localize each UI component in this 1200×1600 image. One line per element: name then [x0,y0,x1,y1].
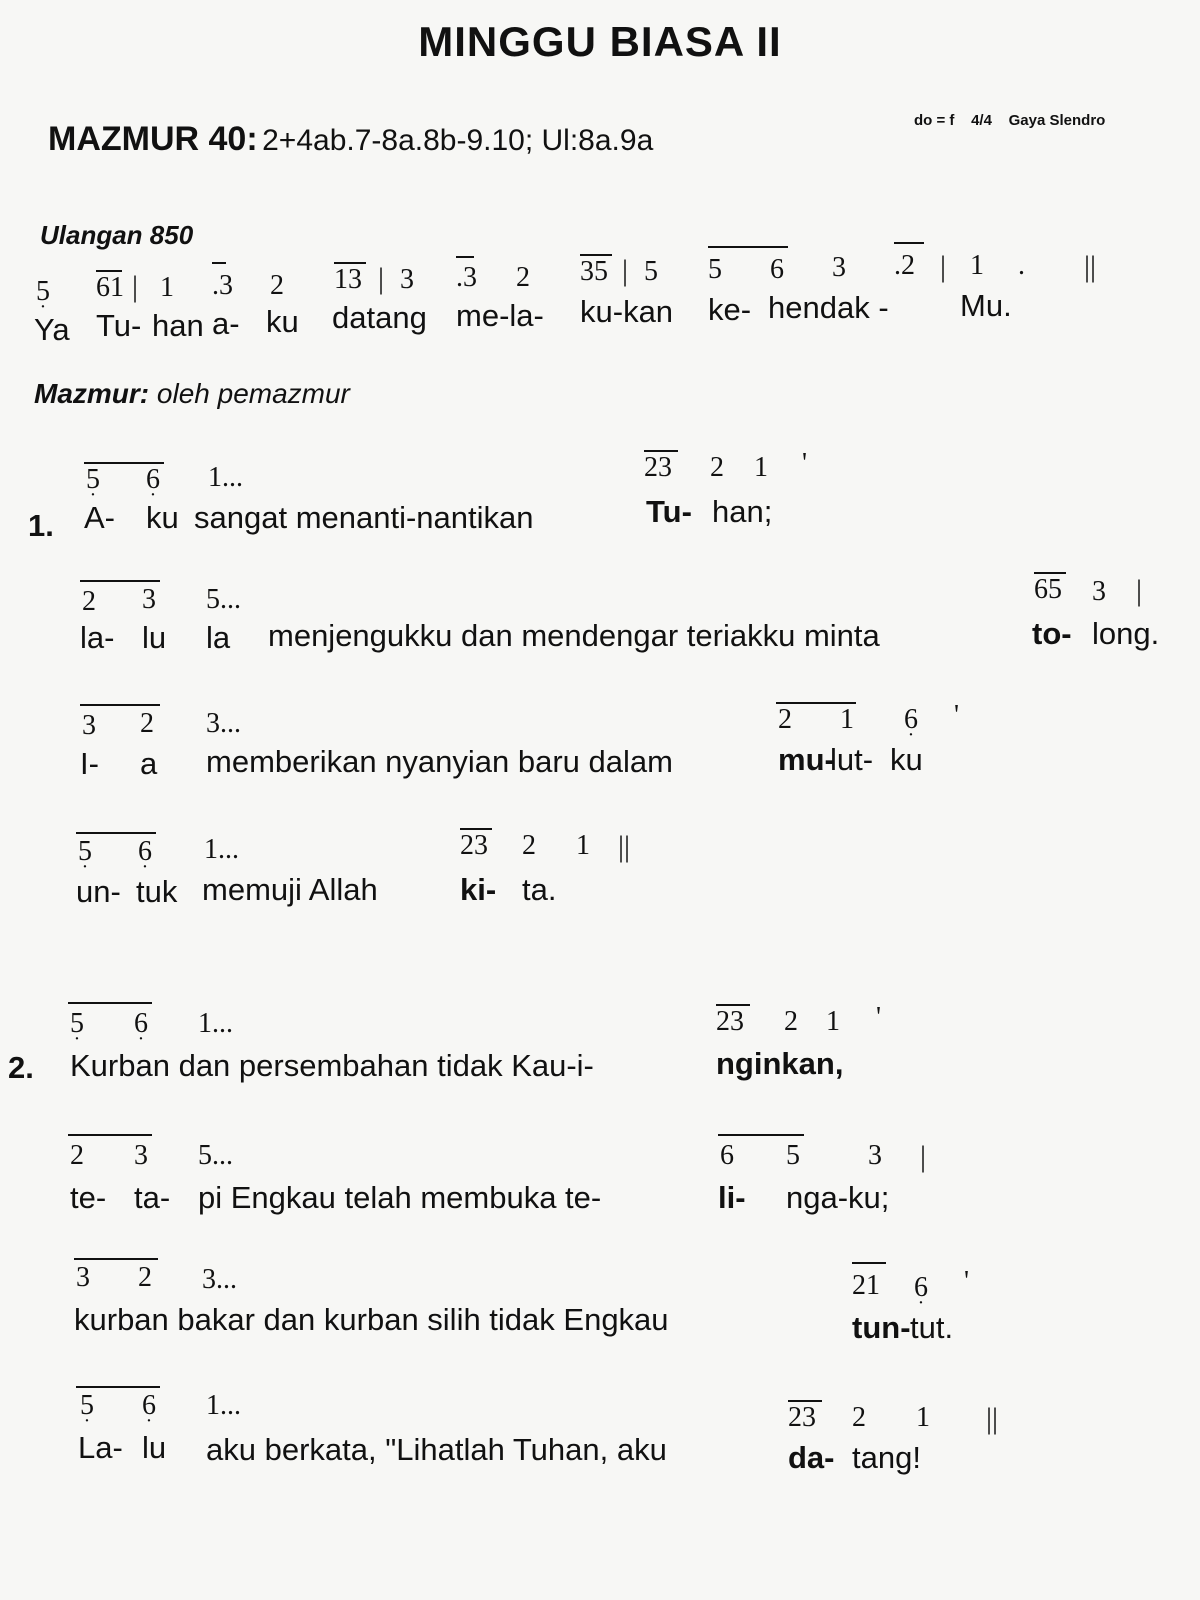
barline: | [940,250,947,283]
final-barline: || [618,830,631,863]
lyric: datang [332,300,427,335]
note: 6 · [904,704,918,736]
note: 2 [270,270,284,301]
note: 6 [720,1140,734,1171]
lyric: la- [80,620,115,655]
note: 5... [198,1140,233,1171]
lyric: un- [76,874,121,909]
lyric: kurban bakar dan kurban silih tidak Engkau [74,1302,669,1337]
barline: | [378,262,385,295]
note: 1... [198,1008,233,1039]
breath-mark: ' [802,448,808,479]
note: 6 · [914,1272,928,1304]
barline: | [1136,574,1143,607]
note: 1 [970,250,984,281]
lyric: a [140,746,158,781]
beam [80,580,160,582]
psalm-heading [48,120,653,159]
note: 2 [516,262,530,293]
note: 2 [82,586,96,617]
beam [718,1134,804,1136]
note: 3... [202,1264,237,1295]
verse-number: 2. [8,1050,34,1085]
note: 35 [580,256,608,287]
lyric: a- [212,306,240,341]
note: 5 [786,1140,800,1171]
note: 23 [460,830,488,861]
lyric: I- [80,746,99,781]
lyric: memberikan nyanyian baru dalam [206,744,673,779]
lyric: Kurban dan persembahan tidak Kau-i- [70,1048,594,1083]
lyric: nga-ku; [786,1180,890,1215]
lyric: lu [142,620,167,655]
lyric: tut. [910,1310,954,1345]
note: 2 [710,452,724,483]
barline: | [622,254,629,287]
lyric: La- [78,1430,123,1465]
lyric: Tu- [646,494,692,529]
lyric: ku [146,500,179,535]
note: 1... [206,1390,241,1421]
lyric: aku berkata, "Lihatlah Tuhan, aku [206,1432,667,1467]
psalm-section-label [34,378,350,410]
key-info [914,112,1105,129]
note: 3 [868,1140,882,1171]
lyric: lu [142,1430,167,1465]
beam [894,242,924,244]
note: .2 [894,250,915,281]
lyric: ta- [134,1180,171,1215]
barline: | [920,1140,927,1173]
note: 1... [208,462,243,493]
lyric: to- [1032,616,1072,651]
beam [212,262,226,264]
note: 6 · [138,836,152,868]
lyric: te- [70,1180,107,1215]
lyric: ku-kan [580,294,674,329]
note: 1 [916,1402,930,1433]
note: 5 · [36,276,50,308]
lyric: mu- [778,742,835,777]
breath-mark: ' [876,1002,882,1033]
note: 3 [76,1262,90,1293]
lyric: tang! [852,1440,921,1475]
note: 23 [644,452,672,483]
note: 3... [206,708,241,739]
note: 3 [82,710,96,741]
note: 1 [754,452,768,483]
page-title: MINGGU BIASA II [418,18,782,65]
lyric: ke- [708,292,752,327]
musical-style: Gaya Slendro [1008,112,1106,129]
note: 1 [840,704,854,735]
lyric: pi Engkau telah membuka te- [198,1180,602,1215]
psalm-reference: 2+4ab.7-8a.8b-9.10; Ul:8a.9a [262,124,654,157]
verse-number: 1. [28,508,54,543]
note: 3 [1092,576,1106,607]
psalm-section-label-rest: oleh pemazmur [156,378,350,409]
lyric: Ya [34,312,70,347]
note: 6 · [142,1390,156,1422]
note: 1 [576,830,590,861]
time-signature: 4/4 [971,112,992,129]
lyric: me-la- [456,298,544,333]
note: 1 [826,1006,840,1037]
note: 1... [204,834,239,865]
beam [68,1002,152,1004]
note: 61 [96,272,124,303]
lyric: sangat menanti-nantikan [194,500,534,535]
note: 2 [70,1140,84,1171]
note: 2 [138,1262,152,1293]
note: 6 [770,254,784,285]
note: 6 · [134,1008,148,1040]
note: 23 [716,1006,744,1037]
beam [708,246,788,248]
note: 2 [852,1402,866,1433]
note: 21 [852,1270,880,1301]
note: 5 [708,254,722,285]
lyric: da- [788,1440,835,1475]
lyric: nginkan, [716,1046,844,1081]
lyric: la [206,620,231,655]
lyric: ki- [460,872,497,907]
note: 2 [778,704,792,735]
note: 23 [788,1402,816,1433]
note: 5... [206,584,241,615]
lyric: li- [718,1180,746,1215]
note: .3 [212,270,233,301]
beam [80,704,160,706]
note: 2 [140,708,154,739]
lyric: ku [266,304,299,339]
lyric: han [152,308,204,343]
lyric: hendak - [768,290,889,325]
breath-mark: ' [964,1266,970,1297]
note: 2 [784,1006,798,1037]
note: 5 · [78,836,92,868]
final-barline: || [1084,250,1097,283]
beam [68,1134,152,1136]
note: 3 [832,252,846,283]
lyric: long. [1092,616,1160,651]
barline: | [132,270,139,303]
note: 2 [522,830,536,861]
key-signature: do = f [914,112,955,129]
beam [76,1386,160,1388]
note: 13 [334,264,362,295]
note: 5 · [80,1390,94,1422]
lyric: ku [890,742,923,777]
refrain-label: Ulangan 850 [40,220,194,250]
lyric: ta. [522,872,557,907]
note: .3 [456,262,477,293]
note: 3 [400,264,414,295]
note: 1 [160,272,174,303]
psalm-section-label-bold: Mazmur: [34,378,150,409]
lyric: Tu- [96,308,142,343]
note: 6 · [146,464,160,496]
beam [74,1258,158,1260]
lyric: Mu. [960,288,1012,323]
note: 5 [644,256,658,287]
lyric: han; [712,494,773,529]
note: 5 · [86,464,100,496]
note: 5 · [70,1008,84,1040]
note: 65 [1034,574,1062,605]
lyric: lut- [830,742,874,777]
beam [456,256,474,258]
beam [76,832,156,834]
psalm-label: MAZMUR 40: [48,120,258,158]
lyric: menjengukku dan mendengar teriakku minta [268,618,880,653]
note: . [1018,250,1025,281]
note: 3 [142,584,156,615]
lyric: memuji Allah [202,872,378,907]
breath-mark: ' [954,700,960,731]
lyric: A- [84,500,115,535]
lyric: tun- [852,1310,911,1345]
lyric: tuk [136,874,178,909]
beam [852,1262,886,1264]
final-barline: || [986,1402,999,1435]
note: 3 [134,1140,148,1171]
